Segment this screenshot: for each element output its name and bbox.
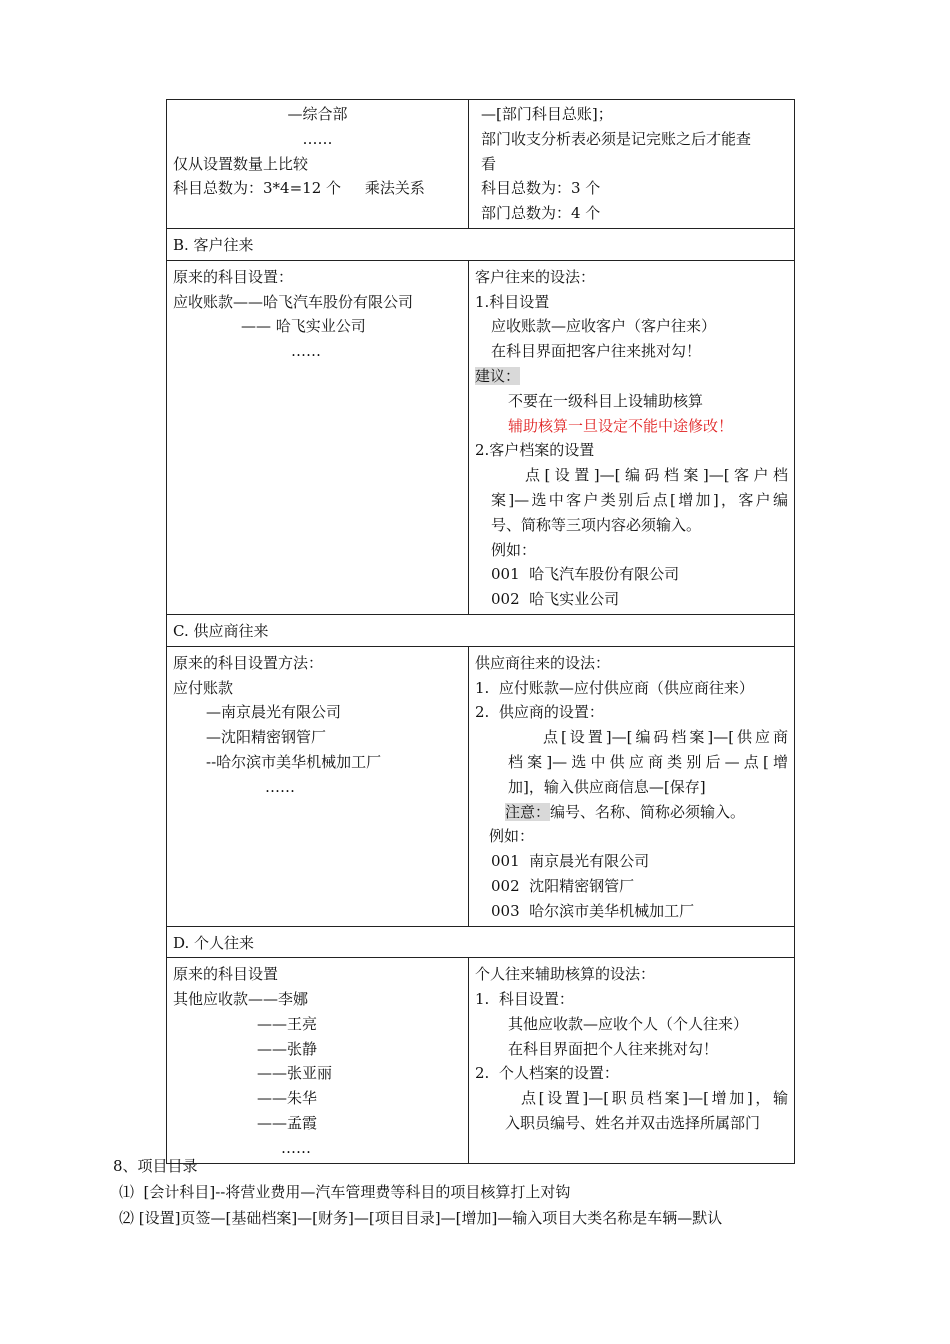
section-d-left-cell [167, 958, 469, 1163]
comparison-note: 仅从设置数量上比较 [173, 154, 309, 173]
person-sub-item: ——张静 [257, 1039, 318, 1058]
example-item: 002 哈飞实业公司 [491, 590, 620, 609]
step-1-detail: 应收账款—应收客户（客户往来） [491, 317, 717, 336]
step-2-detail: 点[设置]—[编码档案]—[客户档 [525, 466, 788, 485]
section-b-left-cell [167, 260, 469, 614]
method-title: 供应商往来的设法： [475, 653, 611, 672]
subject-total: 科目总数为：3*4=12 个 乘法关系 [173, 179, 425, 198]
section-header: D. 个人往来 [167, 926, 795, 958]
step-2: 2. 供应商的设置： [475, 703, 604, 722]
section-c-right-cell [469, 646, 795, 926]
example-item: 002 沈阳精密钢管厂 [491, 876, 635, 895]
project-directory-section [113, 1153, 873, 1231]
dept-total: 部门总数为：4 个 [481, 204, 601, 223]
original-setup-title: 原来的科目设置方法： [173, 653, 324, 672]
receivable-item: 应收账款——哈飞汽车股份有限公司 [173, 292, 414, 311]
step-1: 1. 科目设置： [475, 990, 574, 1009]
payable-sub-item: --哈尔滨市美华机械加工厂 [206, 752, 382, 771]
section-d-row [167, 958, 795, 1163]
section-d-header-row [167, 926, 795, 958]
step-1: 1.科目设置 [475, 292, 550, 311]
payable-item: 应付账款 [173, 678, 234, 697]
example-label: 例如： [491, 540, 537, 559]
method-title: 客户往来的设法： [475, 267, 596, 286]
other-receivable-item: 其他应收款——李娜 [173, 990, 309, 1009]
note-label: 注意： [505, 802, 551, 821]
person-sub-item: ——孟霞 [257, 1114, 318, 1133]
step-2: 2.客户档案的设置 [475, 441, 595, 460]
ellipsis: …… [291, 342, 321, 361]
subject-total: 科目总数为：3 个 [481, 179, 601, 198]
payable-sub-item: —沈阳精密钢管厂 [206, 728, 327, 747]
method-title: 个人往来辅助核算的设法： [475, 965, 656, 984]
step-1-detail: 在科目界面把客户往来挑对勾！ [491, 342, 702, 361]
step-1-detail: 在科目界面把个人往来挑对勾！ [508, 1039, 719, 1058]
dept-analysis-note-cont: 看 [481, 154, 497, 173]
step-2-detail: 加]，输入供应商信息—[保存] [508, 777, 706, 796]
section-c-row [167, 646, 795, 926]
section-heading: 8、项目目录 [113, 1157, 198, 1175]
section-a-right-cell [469, 100, 795, 229]
section-c-left-cell [167, 646, 469, 926]
person-sub-item: ——张亚丽 [257, 1064, 333, 1083]
step-2-detail: 号、简称等三项内容必须输入。 [491, 515, 702, 534]
dept-analysis-note: 部门收支分析表必须是记完账之后才能查 [481, 129, 752, 148]
instruction-line: ⑵ [设置]页签—[基础档案]—[财务]—[项目目录]—[增加]—输入项目大类名称是车辆—默认 [119, 1209, 723, 1227]
section-b-right-cell [469, 260, 795, 614]
step-2-detail: 点[设置]—[编码档案]—[供应商 [543, 728, 788, 747]
section-a-row [167, 100, 795, 229]
example-label: 例如： [489, 827, 535, 846]
note-text: 编号、名称、简称必须输入。 [550, 802, 746, 821]
section-header: C. 供应商往来 [167, 614, 795, 646]
original-setup-title: 原来的科目设置： [173, 267, 294, 286]
person-sub-item: ——朱华 [257, 1089, 318, 1108]
suggestion-warning: 辅助核算一旦设定不能中途修改！ [508, 416, 734, 435]
example-item: 001 南京晨光有限公司 [491, 852, 650, 871]
section-b-header-row [167, 228, 795, 260]
section-c-header-row [167, 614, 795, 646]
step-1-detail: 其他应收款—应收个人（个人往来） [508, 1014, 749, 1033]
step-1: 1. 应付账款—应付供应商（供应商往来） [475, 678, 754, 697]
step-2-detail: 案]—选中客户类别后点[增加]，客户编 [491, 490, 788, 509]
suggestion-1: 不要在一级科目上设辅助核算 [508, 391, 704, 410]
suggestion-label: 建议： [475, 366, 521, 385]
section-d-right-cell [469, 958, 795, 1163]
example-item: 003 哈尔滨市美华机械加工厂 [491, 901, 695, 920]
step-2: 2. 个人档案的设置： [475, 1064, 619, 1083]
instruction-line: ⑴ [会计科目]--将营业费用—汽车管理费等科目的项目核算打上对钩 [119, 1183, 571, 1201]
ellipsis: …… [281, 1138, 311, 1157]
ellipsis: …… [302, 129, 333, 148]
dept-ledger: —[部门科目总账]； [481, 105, 613, 123]
step-2-detail: 入职员编号、姓名并双击选择所属部门 [505, 1114, 761, 1133]
accounting-setup-table [166, 99, 795, 1164]
section-a-left-cell [167, 100, 469, 229]
section-b-row [167, 260, 795, 614]
ellipsis: …… [265, 777, 295, 796]
payable-sub-item: —南京晨光有限公司 [206, 703, 342, 722]
receivable-sub-item: —— 哈飞实业公司 [241, 317, 366, 336]
step-2-detail: 点[设置]—[职员档案]—[增加]，输 [521, 1089, 788, 1108]
note-line [475, 800, 788, 825]
step-2-detail: 档案]—选中供应商类别后—点[增 [508, 752, 788, 771]
dept-item: —综合部 [287, 105, 348, 123]
original-setup-title: 原来的科目设置 [173, 965, 279, 984]
example-item: 001 哈飞汽车股份有限公司 [491, 565, 680, 584]
person-sub-item: ——王亮 [257, 1014, 318, 1033]
section-header: B. 客户往来 [167, 228, 795, 260]
